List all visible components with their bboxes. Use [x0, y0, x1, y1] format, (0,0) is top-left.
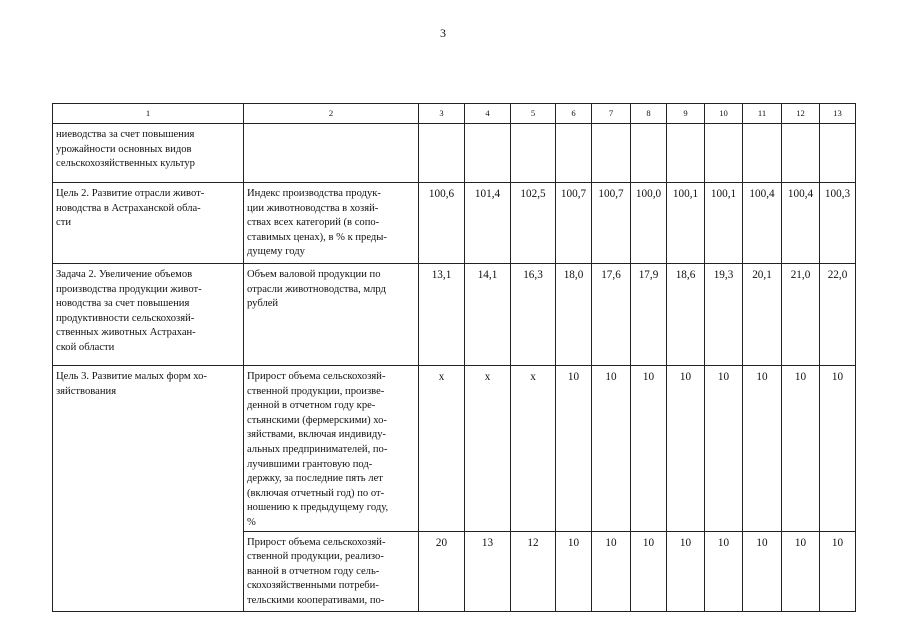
value-cell: 16,3 [511, 264, 556, 366]
text-line: новодства в Астраханской обла- [56, 202, 201, 214]
header-cell: 11 [743, 104, 782, 124]
text-line: сельскохозяйственных культур [56, 158, 195, 170]
text-line: Задача 2. Увеличение объемов [56, 269, 193, 280]
text-line: дущему году [247, 246, 305, 258]
value-cell: 10 [556, 531, 592, 611]
text-line: новодства за счет повышения [56, 298, 190, 310]
indicators-table [52, 103, 856, 612]
page-number: 3 [440, 26, 446, 40]
text-line: продуктивности сельскохозяй- [56, 312, 195, 324]
table-header-row [53, 104, 856, 124]
text-line: ванной в отчетном году сель- [247, 565, 380, 577]
indicator-cell [244, 183, 419, 264]
value-cell [592, 124, 631, 183]
text-line: ской области [56, 341, 115, 353]
value-cell: 10 [705, 531, 743, 611]
header-cell: 12 [782, 104, 820, 124]
text-line: ции животноводства в хозяй- [247, 202, 379, 214]
value-cell: 100,4 [782, 183, 820, 264]
value-cell: 13,1 [419, 264, 465, 366]
header-cell: 13 [820, 104, 856, 124]
text-line: тельскими кооперативами, по- [247, 594, 385, 606]
value-cell [705, 124, 743, 183]
value-cell: 10 [782, 531, 820, 611]
text-line: ственной продукции, произве- [247, 385, 385, 397]
table-row [53, 264, 856, 366]
value-cell: 10 [631, 366, 667, 532]
value-cell: 101,4 [465, 183, 511, 264]
value-cell: х [465, 366, 511, 532]
text-line: ставимых ценах), в % к преды- [247, 231, 387, 243]
value-cell: 100,1 [667, 183, 705, 264]
text-line: Индекс производства продук- [247, 188, 381, 199]
indicator-cell [244, 531, 419, 611]
value-cell: 10 [592, 366, 631, 532]
text-line: ственной продукции, реализо- [247, 551, 384, 563]
text-line: зяйствования [56, 385, 117, 397]
value-cell: 100,6 [419, 183, 465, 264]
value-cell: 10 [631, 531, 667, 611]
header-cell: 3 [419, 104, 465, 124]
header-cell: 1 [53, 104, 244, 124]
value-cell: 10 [782, 366, 820, 532]
text-line: стьянскими (фермерскими) хо- [247, 414, 387, 426]
header-cell: 7 [592, 104, 631, 124]
value-cell: 20 [419, 531, 465, 611]
text-line: лучившими грантовую под- [247, 458, 373, 470]
value-cell [465, 124, 511, 183]
value-cell [631, 124, 667, 183]
text-line: ственных животных Астрахан- [56, 327, 196, 339]
value-cell [556, 124, 592, 183]
value-cell: 10 [556, 366, 592, 532]
value-cell: 21,0 [782, 264, 820, 366]
indicator-cell [244, 366, 419, 532]
value-cell: 20,1 [743, 264, 782, 366]
text-line: скохозяйственными потреби- [247, 580, 379, 592]
text-line: сти [56, 217, 72, 229]
text-line: альных предпринимателей, по- [247, 443, 388, 455]
goal-cell [53, 124, 244, 183]
text-line: ствах всех категорий (в сопо- [247, 217, 380, 229]
text-line: денной в отчетном году кре- [247, 400, 376, 412]
header-cell: 10 [705, 104, 743, 124]
table-row [53, 183, 856, 264]
value-cell: 18,6 [667, 264, 705, 366]
text-line: ношению к предыдущему году, [247, 502, 389, 514]
value-cell [743, 124, 782, 183]
header-cell: 6 [556, 104, 592, 124]
header-cell: 9 [667, 104, 705, 124]
value-cell: 100,3 [820, 183, 856, 264]
value-cell: 13 [465, 531, 511, 611]
indicator-cell [244, 124, 419, 183]
text-line: урожайности основных видов [56, 143, 192, 155]
value-cell: 17,6 [592, 264, 631, 366]
text-line: ниеводства за счет повышения [56, 129, 195, 140]
value-cell: х [419, 366, 465, 532]
text-line: производства продукции живот- [56, 283, 202, 295]
value-cell: 12 [511, 531, 556, 611]
value-cell [419, 124, 465, 183]
value-cell [667, 124, 705, 183]
header-cell: 2 [244, 104, 419, 124]
value-cell: 18,0 [556, 264, 592, 366]
goal-cell [53, 183, 244, 264]
goal-cell [53, 366, 244, 612]
header-cell: 5 [511, 104, 556, 124]
value-cell: 10 [743, 531, 782, 611]
value-cell: 10 [820, 366, 856, 532]
text-line: Цель 3. Развитие малых форм хо- [56, 371, 207, 382]
text-line: % [247, 516, 256, 528]
header-cell: 4 [465, 104, 511, 124]
value-cell: 100,4 [743, 183, 782, 264]
value-cell: 102,5 [511, 183, 556, 264]
value-cell: 10 [705, 366, 743, 532]
value-cell: 14,1 [465, 264, 511, 366]
value-cell: 100,7 [556, 183, 592, 264]
table-row [53, 124, 856, 183]
text-line: рублей [247, 298, 279, 310]
text-line: (включая отчетный год) по от- [247, 487, 385, 499]
value-cell: 100,0 [631, 183, 667, 264]
value-cell [511, 124, 556, 183]
table-row [53, 366, 856, 532]
text-line: Цель 2. Развитие отрасли живот- [56, 188, 205, 199]
value-cell: 100,1 [705, 183, 743, 264]
text-line: Прирост объема сельскохозяй- [247, 371, 386, 382]
text-line: зяйствами, включая индивиду- [247, 429, 387, 441]
text-line: держку, за последние пять лет [247, 473, 383, 485]
text-line: отрасли животноводства, млрд [247, 283, 386, 295]
text-line: Прирост объема сельскохозяй- [247, 536, 386, 548]
value-cell: 100,7 [592, 183, 631, 264]
value-cell: 22,0 [820, 264, 856, 366]
value-cell: х [511, 366, 556, 532]
value-cell: 10 [667, 366, 705, 532]
value-cell: 10 [743, 366, 782, 532]
text-line: Объем валовой продукции по [247, 269, 381, 280]
value-cell: 10 [592, 531, 631, 611]
value-cell: 19,3 [705, 264, 743, 366]
value-cell [820, 124, 856, 183]
value-cell: 17,9 [631, 264, 667, 366]
header-cell: 8 [631, 104, 667, 124]
goal-cell [53, 264, 244, 366]
value-cell [782, 124, 820, 183]
value-cell: 10 [820, 531, 856, 611]
indicator-cell [244, 264, 419, 366]
value-cell: 10 [667, 531, 705, 611]
